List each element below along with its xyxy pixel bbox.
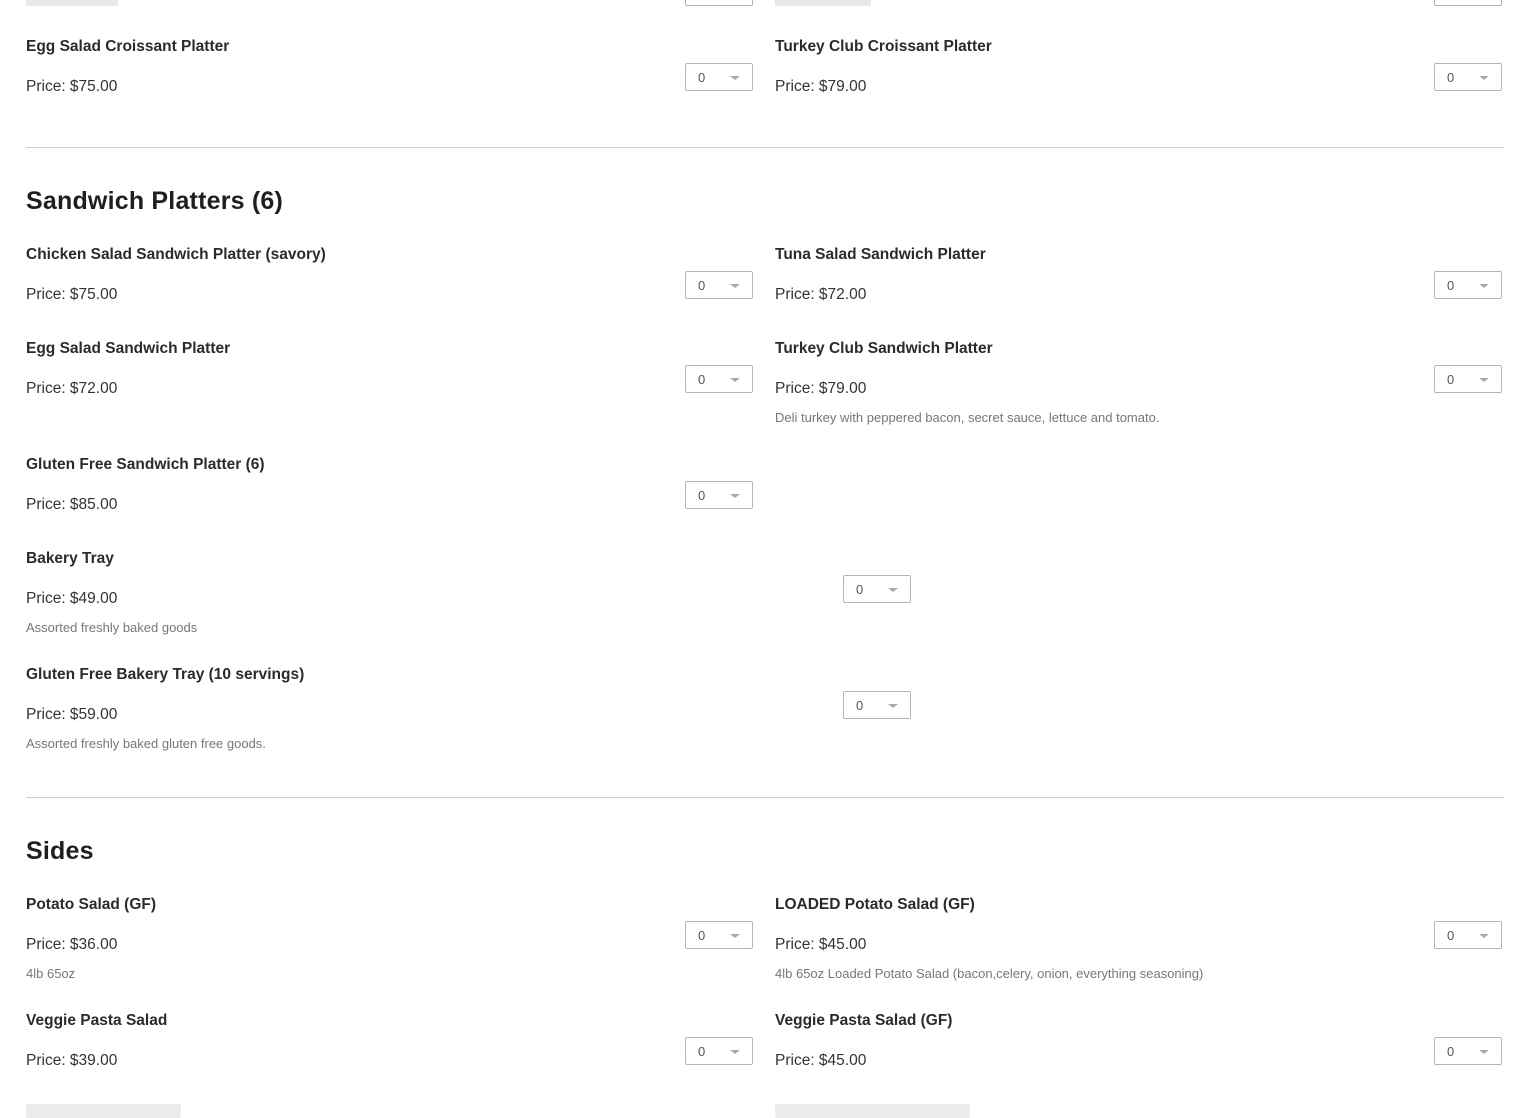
item-price: Price: $45.00 (775, 1052, 867, 1069)
item-name: LOADED Potato Salad (GF) (775, 896, 975, 913)
item-price: Price: $75.00 (26, 78, 118, 95)
section-divider (26, 147, 1504, 148)
item-price: Price: $49.00 (26, 590, 118, 607)
partial-price-right (775, 0, 871, 6)
item-price: Price: $36.00 (26, 936, 118, 953)
quantity-value: 0 (1447, 372, 1455, 387)
item-price: Price: $59.00 (26, 706, 118, 723)
quantity-value: 0 (1447, 1044, 1455, 1059)
quantity-select[interactable] (1434, 921, 1502, 949)
quantity-value: 0 (698, 70, 706, 85)
item-name: Veggie Pasta Salad (GF) (775, 1012, 953, 1029)
caret-down-icon (1479, 76, 1489, 80)
item-price: Price: $72.00 (26, 380, 118, 397)
quantity-value: 0 (856, 698, 864, 713)
quantity-value: 0 (856, 582, 864, 597)
quantity-select[interactable] (685, 0, 753, 6)
quantity-value: 0 (1447, 928, 1455, 943)
item-description: 4lb 65oz (26, 966, 76, 981)
item-price: Price: $79.00 (775, 78, 867, 95)
item-name: Potato Salad (GF) (26, 896, 157, 913)
caret-down-icon (888, 704, 898, 708)
quantity-select[interactable] (685, 365, 753, 393)
caret-down-icon (730, 76, 740, 80)
item-name: Turkey Club Croissant Platter (775, 38, 992, 55)
caret-down-icon (730, 284, 740, 288)
quantity-value: 0 (698, 928, 706, 943)
item-name: Egg Salad Sandwich Platter (26, 340, 231, 357)
caret-down-icon (888, 588, 898, 592)
item-name: Bakery Tray (26, 550, 114, 567)
item-name: Veggie Pasta Salad (26, 1012, 168, 1029)
quantity-select[interactable] (1434, 271, 1502, 299)
quantity-select[interactable] (1434, 0, 1502, 6)
caret-down-icon (1479, 1050, 1489, 1054)
caret-down-icon (1479, 284, 1489, 288)
partial-item-name-left (26, 1104, 181, 1118)
quantity-select[interactable] (685, 271, 753, 299)
caret-down-icon (1479, 378, 1489, 382)
quantity-select[interactable] (1434, 63, 1502, 91)
quantity-value: 0 (1447, 278, 1455, 293)
item-name: Egg Salad Croissant Platter (26, 38, 230, 55)
item-name: Gluten Free Bakery Tray (10 servings) (26, 666, 305, 683)
quantity-select[interactable] (685, 481, 753, 509)
quantity-select[interactable] (843, 691, 911, 719)
item-name: Tuna Salad Sandwich Platter (775, 246, 986, 263)
item-description: 4lb 65oz Loaded Potato Salad (bacon,celery, onion, everything seasoning) (775, 966, 1204, 981)
section-title: Sides (26, 837, 94, 865)
item-price: Price: $45.00 (775, 936, 867, 953)
item-description: Deli turkey with peppered bacon, secret sauce, lettuce and tomato. (775, 410, 1160, 425)
quantity-select[interactable] (1434, 365, 1502, 393)
item-description: Assorted freshly baked gluten free goods. (26, 736, 266, 751)
item-price: Price: $39.00 (26, 1052, 118, 1069)
partial-item-name-right (775, 1104, 970, 1118)
item-price: Price: $75.00 (26, 286, 118, 303)
quantity-value: 0 (698, 278, 706, 293)
partial-price-left (26, 0, 118, 6)
item-price: Price: $72.00 (775, 286, 867, 303)
quantity-value: 0 (1447, 70, 1455, 85)
caret-down-icon (730, 378, 740, 382)
item-price: Price: $85.00 (26, 496, 118, 513)
item-name: Gluten Free Sandwich Platter (6) (26, 456, 265, 473)
quantity-select[interactable] (685, 921, 753, 949)
item-name: Turkey Club Sandwich Platter (775, 340, 993, 357)
quantity-select[interactable] (685, 63, 753, 91)
quantity-value: 0 (698, 488, 706, 503)
section-title: Sandwich Platters (6) (26, 187, 284, 215)
quantity-value: 0 (698, 372, 706, 387)
caret-down-icon (730, 934, 740, 938)
quantity-select[interactable] (843, 575, 911, 603)
quantity-select[interactable] (1434, 1037, 1502, 1065)
item-description: Assorted freshly baked goods (26, 620, 198, 635)
item-name: Chicken Salad Sandwich Platter (savory) (26, 246, 326, 263)
quantity-value: 0 (698, 1044, 706, 1059)
section-divider (26, 797, 1504, 798)
caret-down-icon (730, 494, 740, 498)
quantity-select[interactable] (685, 1037, 753, 1065)
item-price: Price: $79.00 (775, 380, 867, 397)
caret-down-icon (1479, 934, 1489, 938)
caret-down-icon (730, 1050, 740, 1054)
